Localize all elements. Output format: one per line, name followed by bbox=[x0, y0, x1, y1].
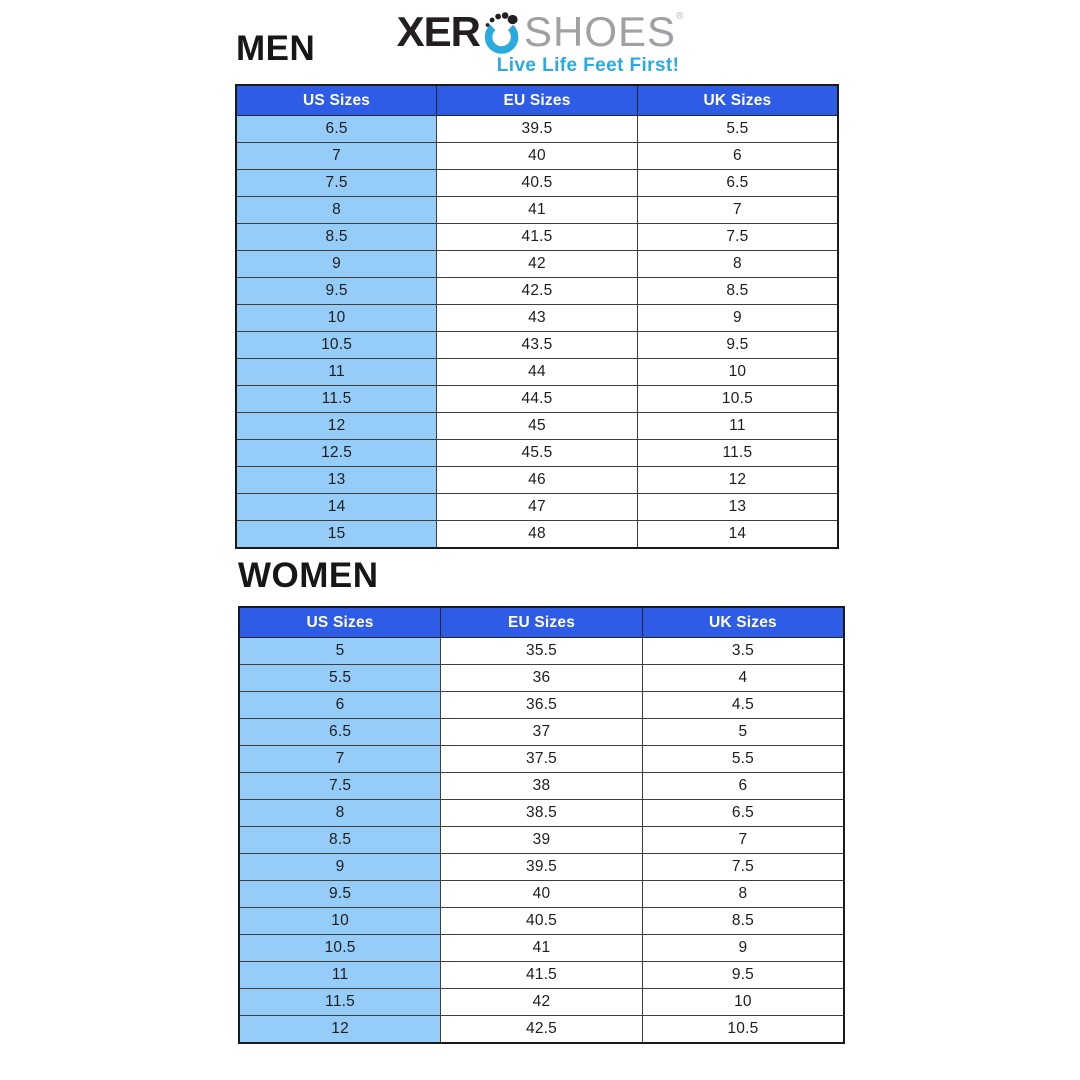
size-cell: 39.5 bbox=[441, 854, 643, 881]
size-cell: 42.5 bbox=[437, 278, 638, 305]
size-cell: 15 bbox=[236, 521, 437, 549]
size-cell: 12 bbox=[637, 467, 838, 494]
size-cell: 12 bbox=[236, 413, 437, 440]
size-cell: 46 bbox=[437, 467, 638, 494]
men-size-table bbox=[235, 84, 839, 549]
size-cell: 7.5 bbox=[642, 854, 844, 881]
size-cell: 6 bbox=[637, 143, 838, 170]
size-cell: 7.5 bbox=[236, 170, 437, 197]
size-cell: 35.5 bbox=[441, 638, 643, 665]
column-header: UK Sizes bbox=[637, 85, 838, 116]
table-row bbox=[239, 881, 844, 908]
size-cell: 42.5 bbox=[441, 1016, 643, 1044]
size-cell: 40.5 bbox=[441, 908, 643, 935]
size-cell: 6.5 bbox=[637, 170, 838, 197]
table-row bbox=[239, 827, 844, 854]
table-row bbox=[239, 692, 844, 719]
table-row bbox=[239, 719, 844, 746]
table-row bbox=[236, 494, 838, 521]
size-cell: 7 bbox=[642, 827, 844, 854]
column-header: UK Sizes bbox=[642, 607, 844, 638]
column-header: EU Sizes bbox=[437, 85, 638, 116]
size-cell: 40 bbox=[437, 143, 638, 170]
table-row bbox=[236, 386, 838, 413]
size-cell: 7 bbox=[637, 197, 838, 224]
size-cell: 9.5 bbox=[637, 332, 838, 359]
size-cell: 9.5 bbox=[642, 962, 844, 989]
size-cell: 47 bbox=[437, 494, 638, 521]
logo-text-shoes: SHOES bbox=[523, 8, 677, 55]
logo-tagline: Live Life Feet First! bbox=[496, 55, 680, 76]
table-row bbox=[236, 440, 838, 467]
table-row bbox=[239, 746, 844, 773]
table-row bbox=[236, 332, 838, 359]
size-cell: 37.5 bbox=[441, 746, 643, 773]
size-cell: 5 bbox=[239, 638, 441, 665]
header-row bbox=[236, 85, 838, 116]
size-cell: 5.5 bbox=[642, 746, 844, 773]
size-cell: 5 bbox=[642, 719, 844, 746]
size-cell: 8 bbox=[236, 197, 437, 224]
table-row bbox=[236, 143, 838, 170]
table-row bbox=[236, 521, 838, 549]
header-row bbox=[239, 607, 844, 638]
size-cell: 10 bbox=[239, 908, 441, 935]
table-row bbox=[236, 413, 838, 440]
size-cell: 44.5 bbox=[437, 386, 638, 413]
size-cell: 9 bbox=[637, 305, 838, 332]
registered-trademark: ® bbox=[676, 11, 684, 22]
size-cell: 9.5 bbox=[239, 881, 441, 908]
foot-o-icon bbox=[481, 10, 523, 56]
size-cell: 6.5 bbox=[642, 800, 844, 827]
size-cell: 10 bbox=[236, 305, 437, 332]
size-cell: 8 bbox=[637, 251, 838, 278]
size-cell: 41 bbox=[441, 935, 643, 962]
size-cell: 8.5 bbox=[642, 908, 844, 935]
size-cell: 8.5 bbox=[637, 278, 838, 305]
size-cell: 41.5 bbox=[441, 962, 643, 989]
size-cell: 43 bbox=[437, 305, 638, 332]
size-cell: 6.5 bbox=[239, 719, 441, 746]
size-cell: 8.5 bbox=[239, 827, 441, 854]
size-cell: 7.5 bbox=[239, 773, 441, 800]
size-cell: 12 bbox=[239, 1016, 441, 1044]
column-header: US Sizes bbox=[236, 85, 437, 116]
size-cell: 36 bbox=[441, 665, 643, 692]
men-section-heading: MEN bbox=[236, 29, 316, 68]
size-cell: 8 bbox=[642, 881, 844, 908]
size-cell: 6 bbox=[239, 692, 441, 719]
size-cell: 10.5 bbox=[637, 386, 838, 413]
size-cell: 12.5 bbox=[236, 440, 437, 467]
size-cell: 3.5 bbox=[642, 638, 844, 665]
size-cell: 42 bbox=[441, 989, 643, 1016]
size-cell: 4.5 bbox=[642, 692, 844, 719]
size-cell: 38.5 bbox=[441, 800, 643, 827]
size-cell: 4 bbox=[642, 665, 844, 692]
size-cell: 11.5 bbox=[236, 386, 437, 413]
size-cell: 14 bbox=[236, 494, 437, 521]
size-cell: 13 bbox=[637, 494, 838, 521]
size-cell: 10 bbox=[642, 989, 844, 1016]
size-cell: 10.5 bbox=[239, 935, 441, 962]
size-cell: 40.5 bbox=[437, 170, 638, 197]
size-cell: 6 bbox=[642, 773, 844, 800]
table-row bbox=[239, 665, 844, 692]
size-cell: 48 bbox=[437, 521, 638, 549]
size-cell: 38 bbox=[441, 773, 643, 800]
table-row bbox=[236, 251, 838, 278]
table-row bbox=[239, 854, 844, 881]
table-row bbox=[236, 359, 838, 386]
size-cell: 11 bbox=[239, 962, 441, 989]
size-cell: 5.5 bbox=[637, 116, 838, 143]
table-row bbox=[239, 989, 844, 1016]
size-cell: 9 bbox=[642, 935, 844, 962]
size-cell: 7 bbox=[236, 143, 437, 170]
size-cell: 9.5 bbox=[236, 278, 437, 305]
size-cell: 44 bbox=[437, 359, 638, 386]
table-row bbox=[236, 467, 838, 494]
size-cell: 7.5 bbox=[637, 224, 838, 251]
size-cell: 41.5 bbox=[437, 224, 638, 251]
size-cell: 45 bbox=[437, 413, 638, 440]
women-size-table bbox=[238, 606, 845, 1044]
size-cell: 9 bbox=[239, 854, 441, 881]
size-cell: 42 bbox=[437, 251, 638, 278]
size-cell: 13 bbox=[236, 467, 437, 494]
size-cell: 9 bbox=[236, 251, 437, 278]
table-row bbox=[236, 278, 838, 305]
size-cell: 39 bbox=[441, 827, 643, 854]
table-row bbox=[236, 224, 838, 251]
size-cell: 11.5 bbox=[637, 440, 838, 467]
size-cell: 41 bbox=[437, 197, 638, 224]
size-cell: 8.5 bbox=[236, 224, 437, 251]
table-row bbox=[239, 800, 844, 827]
size-cell: 10.5 bbox=[236, 332, 437, 359]
women-section-heading: WOMEN bbox=[238, 556, 379, 595]
size-cell: 11.5 bbox=[239, 989, 441, 1016]
logo-wordmark bbox=[397, 10, 684, 53]
size-cell: 39.5 bbox=[437, 116, 638, 143]
size-cell: 14 bbox=[637, 521, 838, 549]
table-row bbox=[239, 638, 844, 665]
table-row bbox=[236, 305, 838, 332]
table-row bbox=[239, 773, 844, 800]
table-row bbox=[239, 935, 844, 962]
column-header: US Sizes bbox=[239, 607, 441, 638]
logo-text-xer: XER bbox=[396, 8, 480, 55]
size-cell: 45.5 bbox=[437, 440, 638, 467]
table-row bbox=[236, 116, 838, 143]
size-cell: 11 bbox=[236, 359, 437, 386]
table-row bbox=[239, 1016, 844, 1044]
table-row bbox=[236, 170, 838, 197]
size-cell: 5.5 bbox=[239, 665, 441, 692]
table-row bbox=[239, 908, 844, 935]
size-cell: 10 bbox=[637, 359, 838, 386]
size-cell: 43.5 bbox=[437, 332, 638, 359]
xero-shoes-logo bbox=[397, 10, 684, 77]
column-header: EU Sizes bbox=[441, 607, 643, 638]
size-cell: 6.5 bbox=[236, 116, 437, 143]
size-cell: 11 bbox=[637, 413, 838, 440]
size-cell: 36.5 bbox=[441, 692, 643, 719]
size-cell: 10.5 bbox=[642, 1016, 844, 1044]
table-row bbox=[239, 962, 844, 989]
size-cell: 37 bbox=[441, 719, 643, 746]
size-cell: 7 bbox=[239, 746, 441, 773]
size-cell: 40 bbox=[441, 881, 643, 908]
table-row bbox=[236, 197, 838, 224]
size-cell: 8 bbox=[239, 800, 441, 827]
